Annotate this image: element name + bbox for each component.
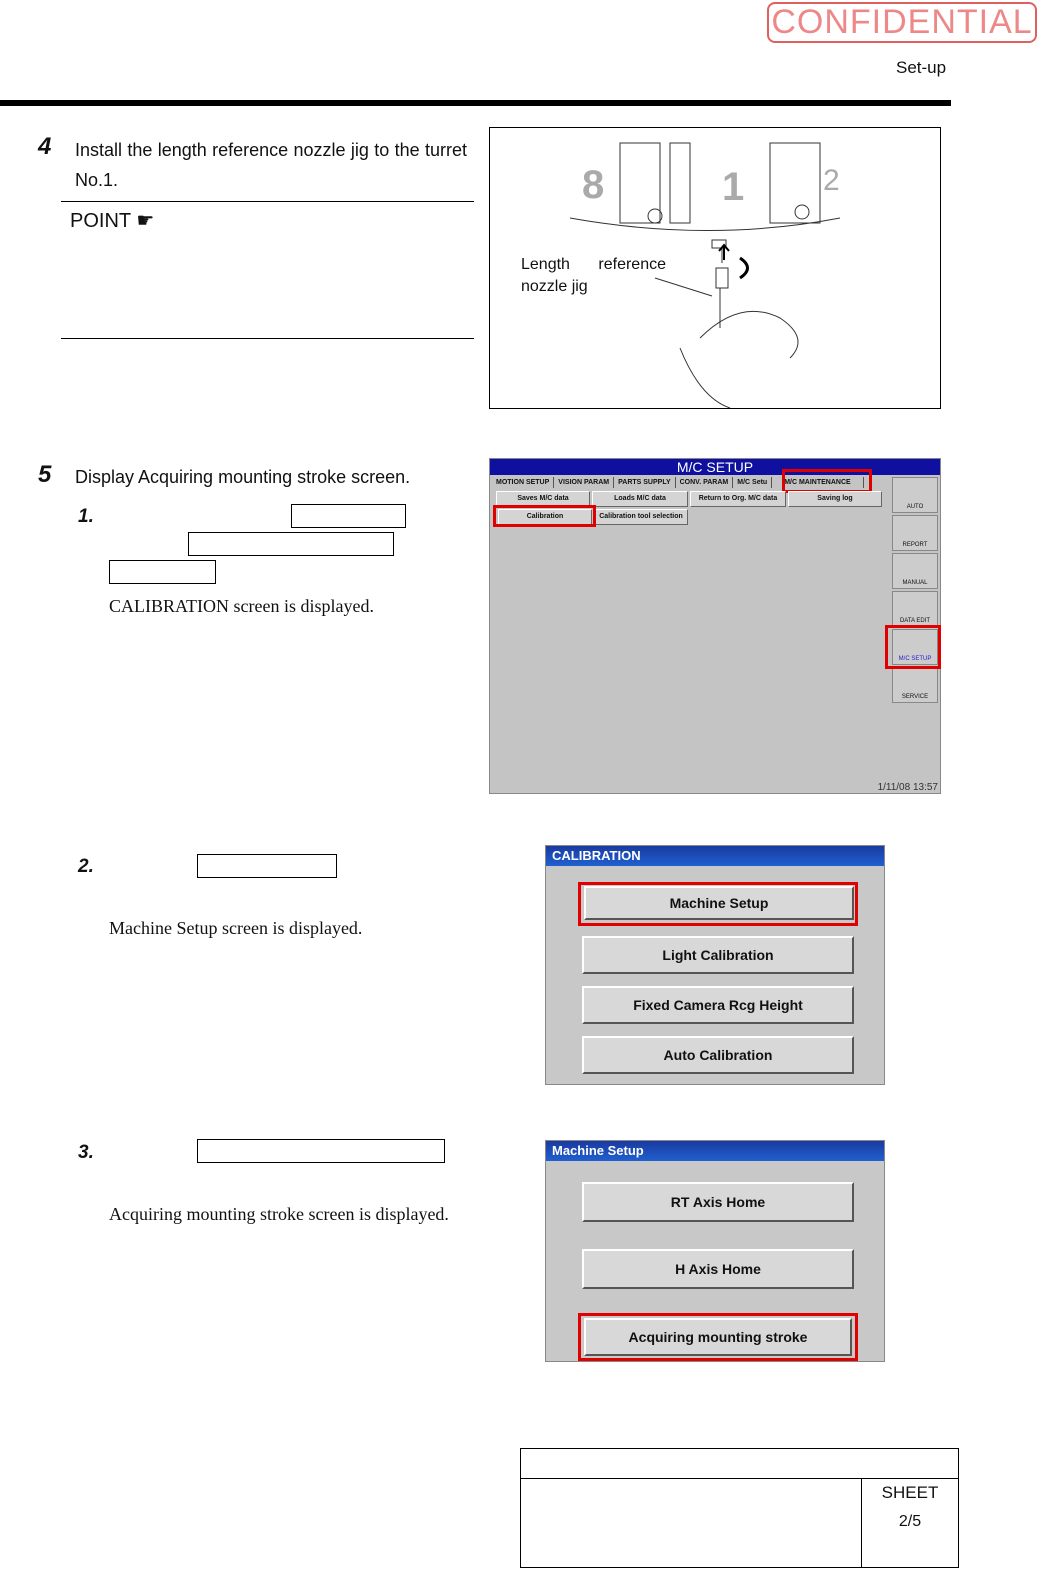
divider: [61, 338, 474, 339]
calibration-panel: [545, 845, 885, 1085]
point-text: POINT: [70, 210, 131, 232]
sheet-value: 2/5: [898, 1513, 922, 1530]
step-5-text: Display Acquiring mounting stroke screen.: [75, 467, 411, 487]
auto-calibration-button[interactable]: Auto Calibration: [582, 1036, 854, 1074]
substep-3-result: Acquiring mounting stroke screen is displayed.: [109, 1204, 449, 1224]
section-label: Set-up: [896, 58, 947, 77]
divider: [521, 1478, 958, 1479]
side-report-button[interactable]: REPORT: [892, 515, 938, 551]
acquiring-mounting-stroke-button[interactable]: Acquiring mounting stroke: [584, 1318, 852, 1356]
point-label: [70, 208, 154, 233]
tab-mc-maintenance[interactable]: M/C MAINTENANCE: [772, 477, 864, 488]
step-4-number: 4: [38, 133, 52, 160]
machine-setup-button[interactable]: Machine Setup: [584, 886, 854, 920]
rt-axis-home-button[interactable]: RT Axis Home: [582, 1182, 854, 1222]
mc-setup-title: M/C SETUP: [490, 459, 940, 475]
blank-box: [188, 532, 394, 556]
tab-vision-param[interactable]: VISION PARAM: [554, 477, 614, 488]
turret-number-2: 2: [823, 164, 840, 197]
highlight-mc-maintenance: [782, 469, 872, 493]
tab-motion-setup[interactable]: MOTION SETUP: [492, 477, 554, 488]
light-calibration-button[interactable]: Light Calibration: [582, 936, 854, 974]
saves-mc-data-button[interactable]: Saves M/C data: [496, 491, 590, 507]
highlight-acquiring-mounting-stroke: [578, 1313, 858, 1361]
nozzle-jig-figure: [489, 127, 941, 409]
highlight-mc-setup: [885, 625, 941, 669]
highlight-machine-setup: [578, 882, 858, 926]
tab-mc-setup[interactable]: M/C Setu: [733, 477, 772, 488]
machine-setup-panel: [545, 1140, 885, 1362]
side-mc-setup-button[interactable]: M/C SETUP: [892, 629, 938, 665]
side-data-edit-button[interactable]: DATA EDIT: [892, 591, 938, 627]
blank-box: [197, 1139, 445, 1163]
blank-box: [291, 504, 406, 528]
substep-1-result: CALIBRATION screen is displayed.: [109, 596, 374, 616]
calibration-tool-selection-button[interactable]: Calibration tool selection: [594, 509, 688, 525]
loads-mc-data-button[interactable]: Loads M/C data: [592, 491, 688, 507]
figure-label: Length reference nozzle jig: [521, 256, 666, 295]
sheet-label: SHEET: [881, 1483, 939, 1502]
h-axis-home-button[interactable]: H Axis Home: [582, 1249, 854, 1289]
blank-box: [109, 560, 216, 584]
machine-setup-title: Machine Setup: [546, 1141, 884, 1161]
blank-box: [197, 854, 337, 878]
confidential-stamp: CONFIDENTIAL: [767, 2, 1037, 43]
side-manual-button[interactable]: MANUAL: [892, 553, 938, 589]
fixed-camera-rcg-height-button[interactable]: Fixed Camera Rcg Height: [582, 986, 854, 1024]
saving-log-button[interactable]: Saving log: [788, 491, 882, 507]
step-4-text: Install the length reference nozzle jig to the turret No.1.: [75, 140, 467, 190]
tab-conv-param[interactable]: CONV. PARAM: [676, 477, 734, 488]
side-auto-button[interactable]: AUTO: [892, 477, 938, 513]
timestamp: 1/11/08 13:57: [877, 782, 938, 793]
pointing-hand-icon: ☛: [136, 210, 155, 232]
highlight-calibration: [493, 505, 596, 527]
substep-1-number: 1.: [78, 506, 94, 527]
substep-2-result: Machine Setup screen is displayed.: [109, 918, 363, 938]
footer-table: [520, 1448, 959, 1568]
substep-2-number: 2.: [78, 856, 94, 877]
calibration-title: CALIBRATION: [546, 846, 884, 866]
turret-number-1: 1: [722, 165, 745, 209]
tab-parts-supply[interactable]: PARTS SUPPLY: [614, 477, 676, 488]
turret-number-8: 8: [582, 163, 605, 207]
step-5-number: 5: [38, 461, 52, 488]
calibration-button[interactable]: Calibration: [498, 509, 592, 525]
return-to-org-button[interactable]: Return to Org. M/C data: [690, 491, 786, 507]
mc-setup-screen: [489, 458, 941, 794]
divider: [61, 201, 474, 202]
header-rule: [0, 100, 951, 106]
substep-3-number: 3.: [78, 1142, 94, 1163]
side-service-button[interactable]: SERVICE: [892, 667, 938, 703]
